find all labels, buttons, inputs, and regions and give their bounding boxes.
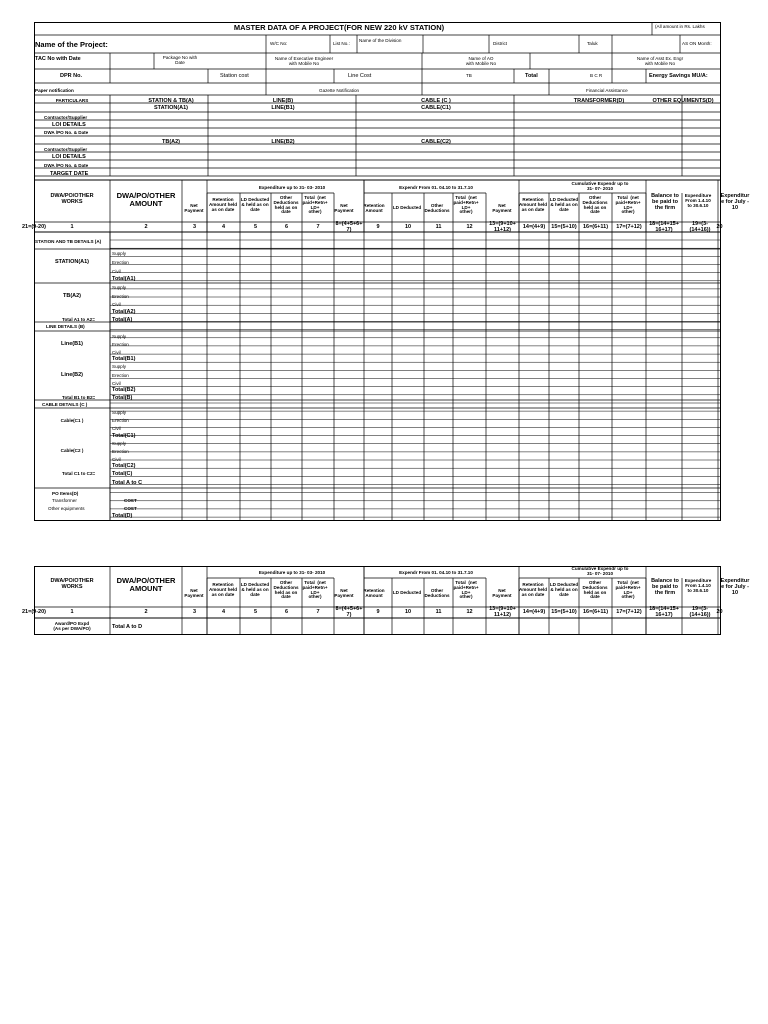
other-equipments-label: Other equipments [48,506,85,511]
column-number: 7 [316,224,320,230]
tb-label: TB [466,73,472,78]
summary-total-paid-2: Total (net paid+Retn+ LD+ other) [453,580,479,600]
total-d-label: Total(D) [112,513,133,519]
tb-a2-erection: Erection [112,294,129,299]
tac-no-label: TAC No with Date [35,56,81,62]
cable-c-label: CABLE (C ) [421,98,451,104]
bcr-label: B C R [590,73,603,78]
district-label: District [493,41,508,46]
net-payment-header-3: Net Payment [492,203,512,213]
column-number: 1 [70,224,74,230]
sheet-title: MASTER DATA OF A PROJECT(FOR NEW 220 kV STATION) [233,23,445,32]
column-number: 18=(14+15+ 16+17) [649,606,679,618]
column-number: 11 [435,224,442,230]
list-no-label: List No.: [333,41,350,46]
net-payment-header-2: Net Payment [334,203,354,213]
ld-deducted-header: LD Deducted [392,205,422,210]
summary-ld-deducted: LD Deducted [392,590,422,595]
total-c1-c2-label: Total C1 to C2= [62,471,96,476]
financial-assistance-label: Financial Assistance [586,88,628,93]
station-cost-label: Station cost [220,73,249,79]
column-number: 17=(7+12) [616,224,642,230]
as-on-month-label: AS ON Month: [682,41,712,46]
cable-c1-row-label: Cable(C1 ) [60,418,84,423]
line-b2-row-label: Line(B2) [61,372,83,378]
transformer-label: Transformer [52,498,77,503]
summary-net-payment-3: Net Payment [492,588,512,598]
column-number: 15=(5+10) [551,609,577,615]
total-a-to-d-label: Total A to D [112,624,143,630]
line-b2-civil: Civil [112,381,121,386]
summary-total-paid-1: Total (net paid+Retn+ LD+ other) [302,580,328,600]
net-payment-header: Net Payment [184,203,204,213]
dwa-label-2: DWA /PO No. & Date [44,163,89,168]
total-b2-label: Total(B2) [112,387,136,393]
dwa-label-1: DWA /PO No. & Date [44,130,89,135]
total-b-label: Total(B) [112,395,133,401]
line-b1-civil: Civil [112,350,121,355]
line-details-label: LINE DETAILS (B) [46,324,85,329]
dpr-no-label: DPR No. [60,73,82,79]
division-label: Name of the Division [359,38,402,43]
summary-exp-from-header: Expendr From 01. 04.10 to 31.7.10 [399,570,473,575]
line-b1-row-label: Line(B1) [61,341,83,347]
station-tb-label: STATION & TB(A) [148,98,194,104]
summary-retention-amount: Retention Amount [363,588,385,598]
particulars-label: PARTICULARS [55,98,89,103]
station-a1-label: STATION(A1) [153,105,189,111]
master-data-sheet [21,22,723,522]
retention-held-header-3: Retention Amount held as on date [518,197,548,212]
line-b1-supply: Supply [112,334,127,339]
column-number: 3 [192,609,197,615]
tb-a2-row-label: TB(A2) [62,293,82,299]
cable-c1-civil: Civil [112,426,121,431]
paper-notification-label: Paper notification [35,88,74,93]
column-number: 18=(14+15+ 16+17) [649,221,679,233]
cable-c2-row-label: Cable(C2 ) [60,448,84,453]
column-number: 16=(6+11) [582,224,609,230]
exp-from-14-header: Expenditure From 1.4.10 to 30.6.10 [684,193,712,208]
total-c-label: Total(C) [112,471,133,477]
summary-cumulative-header: Cumulative Expendr up to 31- 07- 2010 [571,566,629,576]
station-a1-row-label: STATION(A1) [54,259,90,265]
summary-exp-upto-header: Expenditure up to 31- 03- 2010 [258,570,326,575]
column-number: 6 [284,224,289,230]
summary-works-header: DWA/PO/OTHER WORKS [50,578,94,590]
total-a1-a2-label: Total A1 to A2= [62,317,95,322]
other-held-header: Other Deductions held as on date [273,195,299,215]
total-a-label: Total(A) [112,317,133,323]
exp-from-header: Expendr From 01. 04.10 to 31.7.10 [399,185,473,190]
ao-label: Name of AO with Mobile No [465,56,497,66]
summary-other-deductions: Other Deductions [424,588,450,598]
cable-c2-erection: Erection [112,449,129,454]
column-number: 3 [192,224,197,230]
ld-held-header: LD Deducted & held as on date [240,197,270,212]
column-number: 10 [404,224,412,230]
exp-july-header: Expenditur e for July - 10 [720,193,750,211]
energy-savings-label: Energy Savings MU/A: [649,73,708,79]
column-number: 12 [466,609,473,615]
column-number: 21=(9-20) [21,224,47,230]
total-a1-label: Total(A1) [112,276,136,282]
summary-ld-held-1: LD Deducted & held as on date [240,582,270,597]
other-equipments-d-label: OTHER EQUIMENTS(D) [652,98,714,104]
exec-engineer-label: Name of Executive Engineer with Mobile No [274,56,334,66]
loi-label-2: LOI DETAILS [52,154,86,160]
package-no-label: Package No with Date [162,55,198,65]
column-number: 7 [316,609,320,615]
line-b1-erection: Erection [112,342,129,347]
summary-table [21,566,723,636]
line-b2-label: LINE(B2) [271,139,295,145]
column-number: 12 [466,224,473,230]
column-number: 20 [716,609,723,615]
transformer-cost-label: COST [124,498,137,503]
line-b-label: LINE(B) [272,98,294,104]
total-b1-label: Total(B1) [112,356,136,362]
tb-a2-label: TB(A2) [161,139,181,145]
works-header: DWA/PO/OTHER WORKS [50,193,94,205]
loi-label-1: LOI DETAILS [52,122,86,128]
summary-other-held-1: Other Deductions held as on date [273,580,299,600]
amount-note: (All amount in Rs. Lakhs [655,24,705,29]
column-number: 8=(4+5+6+ 7) [335,221,363,233]
column-number: 20 [716,224,723,230]
column-number: 4 [221,609,226,615]
retention-amount-header: Retention Amount [363,203,385,213]
total-c2-label: Total(C2) [112,463,136,469]
exp-upto-header: Expenditure up to 31- 03- 2010 [258,185,326,190]
total-b1-b2-label: Total B1 to B2= [62,395,96,400]
contractor-label-2: Contractor/Supplier [44,147,88,152]
column-number: 1 [70,609,74,615]
column-number: 21=(9-20) [21,609,47,615]
balance-header: Balance to be paid to the firm [651,193,679,211]
summary-retention-held-3: Retention Amount held as on date [518,582,548,597]
column-number: 15=(5+10) [551,224,577,230]
transformer-d-label: TRANSFORMER(D) [573,98,625,104]
tb-a2-supply: Supply [112,285,127,290]
column-number: 5 [253,224,258,230]
other-equipments-cost-label: COST [124,506,137,511]
retention-held-header: Retention Amount held as on date [208,197,238,212]
column-number: 2 [144,224,148,230]
summary-net-payment-1: Net Payment [184,588,204,598]
taluk-label: Taluk [587,41,598,46]
total-paid-header-2: Total (net paid+Retn+ LD+ other) [453,195,479,215]
cable-c2-label: CABLE(C2) [421,139,451,145]
summary-ld-held-3: LD Deducted & held as on date [549,582,579,597]
cable-details-label: CABLE DETAILS (C ) [42,402,88,407]
column-number: 10 [404,609,412,615]
summary-exp-july-header: Expenditur e for July - 10 [720,578,750,596]
column-number: 14=(4+9) [522,609,546,615]
column-number: 19=(3- (14+16)) [689,606,711,618]
sheet-grid [34,22,723,522]
column-number: 16=(6+11) [582,609,609,615]
total-a-to-c-label: Total A to C [112,480,143,486]
project-name-label: Name of the Project: [35,40,108,49]
ld-held-header-3: LD Deducted & held as on date [549,197,579,212]
total-paid-header-1: Total (net paid+Retn+ LD+ other) [302,195,328,215]
summary-retention-held-1: Retention Amount held as on date [208,582,238,597]
column-number: 14=(4+9) [522,224,546,230]
cumulative-header: Cumulative Expendr up to 31- 07- 2010 [571,181,629,191]
column-number: 19=(3- (14+16)) [689,221,711,233]
other-deductions-header: Other Deductions [424,203,450,213]
po-items-label: PO Items(D) [52,491,79,496]
summary-net-payment-2: Net Payment [334,588,354,598]
column-number: 5 [253,609,258,615]
cable-c1-label: CABLE(C1) [421,105,451,111]
column-number: 13=(9+10+ 11+12) [489,221,516,233]
target-date-label: TARGET DATE [50,171,89,177]
column-number: 17=(7+12) [616,609,642,615]
amount-header: DWA/PO/OTHER AMOUNT [116,191,176,208]
contractor-label-1: Contractor/Supplier [44,115,88,120]
summary-exp-from-14-header: Expenditure From 1.4.10 to 30.6.10 [684,578,712,593]
asst-engr-label: Name of Asst Ex. Engr with Mobile No [636,56,684,66]
other-held-header-3: Other Deductions held as on date [582,195,608,215]
tb-a2-civil: Civil [112,302,121,307]
summary-total-paid-3: Total (net paid+Retn+ LD+ other) [615,580,641,600]
column-number: 4 [221,224,226,230]
cable-c2-supply: Supply [112,441,127,446]
station-a1-civil: Civil [112,269,121,274]
total-label: Total [525,73,538,79]
award-label: Award/PO Expd (As per DWA/PO) [53,621,91,631]
station-a1-supply: Supply [112,251,127,256]
line-b2-supply: Supply [112,364,127,369]
total-c1-label: Total(C1) [112,433,136,439]
column-number: 6 [284,609,289,615]
column-number: 9 [376,609,380,615]
cable-c1-supply: Supply [112,410,127,415]
column-number: 9 [376,224,380,230]
total-paid-header-3: Total (net paid+Retn+ LD+ other) [615,195,641,215]
summary-other-held-3: Other Deductions held as on date [582,580,608,600]
gazette-notification-label: Gazette Notification [319,88,360,93]
line-cost-label: Line Cost [348,73,372,79]
summary-amount-header: DWA/PO/OTHER AMOUNT [116,576,176,593]
column-number: 2 [144,609,148,615]
column-number: 11 [435,609,442,615]
cable-c1-erection: Erection [112,418,129,423]
cable-c2-civil: Civil [112,457,121,462]
column-number: 8=(4+5+6+ 7) [335,606,363,618]
line-b2-erection: Erection [112,373,129,378]
station-a1-erection: Erection [112,260,129,265]
station-tb-details-label: STATION AND TB DETAILS (A) [35,239,102,244]
column-number: 13=(9+10+ 11+12) [489,606,516,618]
total-a2-label: Total(A2) [112,309,136,315]
line-b1-label: LINE(B1) [271,105,295,111]
wc-no-label: W/C No: [270,41,288,46]
summary-balance-header: Balance to be paid to the firm [651,578,679,596]
